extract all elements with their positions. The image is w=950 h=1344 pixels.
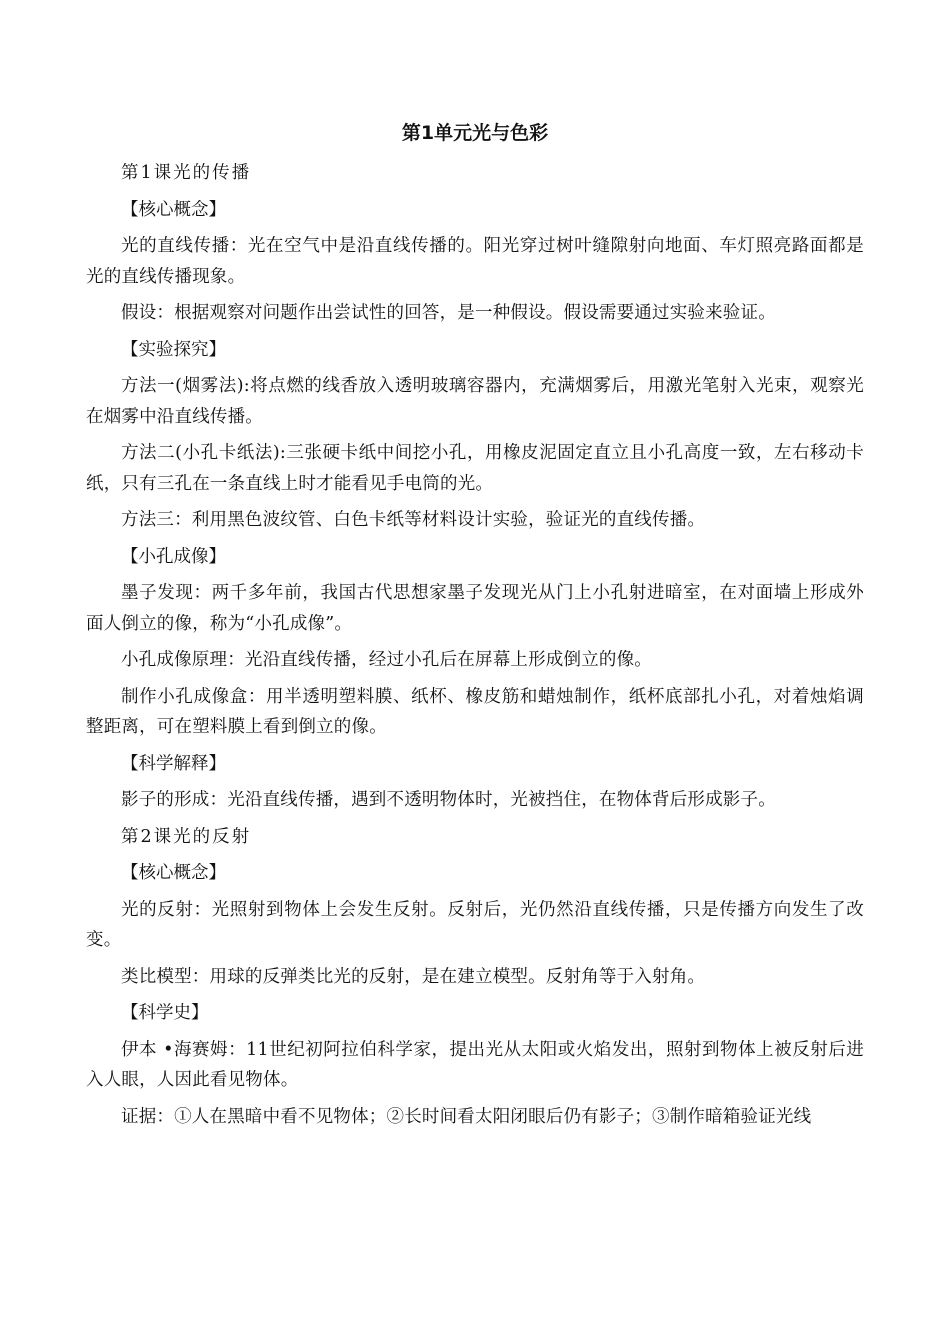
section-heading: 【实验探究】 [121, 339, 226, 360]
section-heading: 【科学史】 [121, 1003, 209, 1023]
paragraph: 伊本 •海赛姆：11世纪初阿拉伯科学家，提出光从太阳或火焰发出，照射到物体上被反射后进入人眼，人因此看见物体。 [86, 1039, 864, 1090]
section-heading: 【核心概念】 [121, 863, 226, 883]
lesson-title: 第2课光的反射 [121, 826, 252, 847]
section-heading: 【核心概念】 [121, 199, 226, 220]
section-heading: 【小孔成像】 [121, 546, 226, 567]
paragraph: 影子的形成：光沿直线传播，遇到不透明物体时，光被挡住，在物体背后形成影子。 [121, 790, 776, 810]
document-body [86, 158, 864, 1132]
paragraph: 方法二(小孔卡纸法):三张硬卡纸中间挖小孔，用橡皮泥固定直立且小孔高度一致，左右移动卡纸，只有三孔在一条直线上时才能看见手电筒的光。 [86, 443, 864, 494]
paragraph: 光的直线传播：光在空气中是沿直线传播的。阳光穿过树叶缝隙射向地面、车灯照亮路面都是光的直线传播现象。 [86, 236, 864, 287]
paragraph: 小孔成像原理：光沿直线传播，经过小孔后在屏幕上形成倒立的像。 [121, 650, 652, 670]
document-title: 第1单元光与色彩 [401, 122, 549, 144]
paragraph: 方法一(烟雾法):将点燃的线香放入透明玻璃容器内，充满烟雾后，用激光笔射入光束，观察光在烟雾中沿直线传播。 [86, 376, 864, 427]
paragraph: 方法三：利用黑色波纹管、白色卡纸等材料设计实验，验证光的直线传播。 [121, 510, 706, 530]
section-heading: 【科学解释】 [121, 753, 226, 774]
paragraph: 假设：根据观察对问题作出尝试性的回答，是一种假设。假设需要通过实验来验证。 [121, 303, 776, 323]
paragraph: 光的反射：光照射到物体上会发生反射。反射后，光仍然沿直线传播，只是传播方向发生了改变。 [86, 899, 864, 950]
paragraph: 类比模型：用球的反弹类比光的反射，是在建立模型。反射角等于入射角。 [121, 966, 706, 987]
paragraph: 制作小孔成像盒：用半透明塑料膜、纸杯、橡皮筋和蜡烛制作，纸杯底部扎小孔，对着烛焰调整距离，可在塑料膜上看到倒立的像。 [86, 686, 864, 737]
paragraph: 墨子发现：两千多年前，我国古代思想家墨子发现光从门上小孔射进暗室，在对面墙上形成外面人倒立的像，称为“小孔成像”。 [86, 583, 864, 634]
paragraph: 证据：①人在黑暗中看不见物体；②长时间看太阳闭眼后仍有影子；③制作暗箱验证光线 [121, 1106, 812, 1127]
lesson-title: 第1课光的传播 [121, 163, 252, 183]
